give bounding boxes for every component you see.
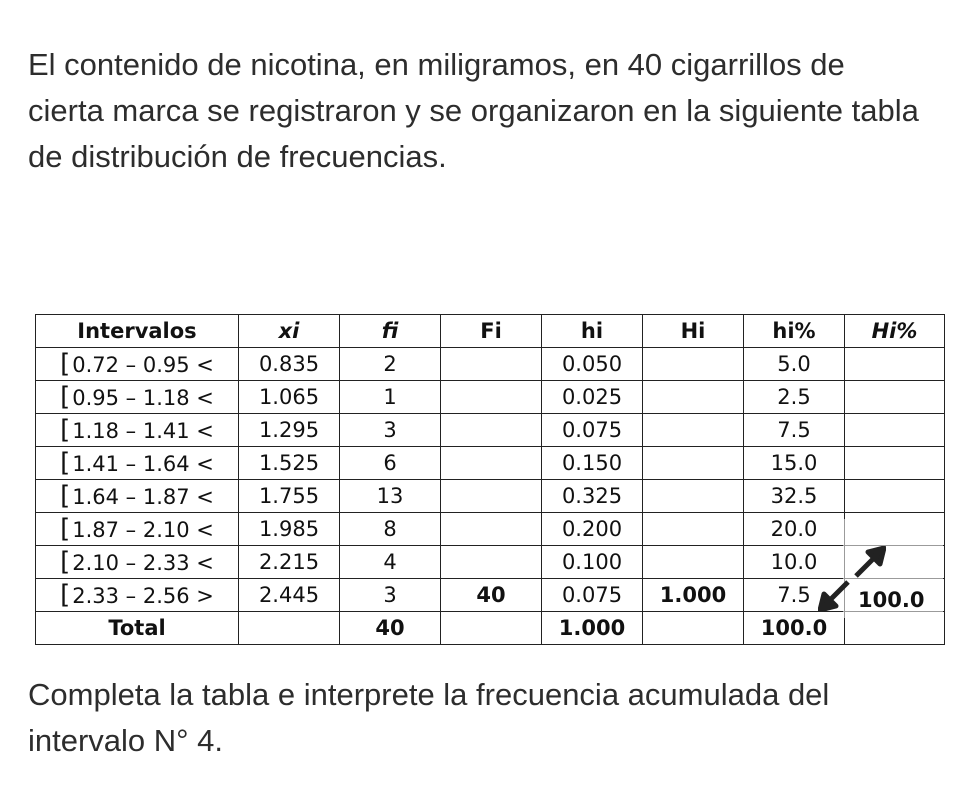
cell-Hi xyxy=(643,348,744,381)
problem-statement: El contenido de nicotina, en miligramos, en 40 cigarrillos de cierta marca se registraron y se organizaron en la siguiente tabla de distribución de frecuencias. xyxy=(28,47,919,174)
cell-fi: 8 xyxy=(340,513,441,546)
interval-range: 2.10 – 2.33 < xyxy=(72,551,214,575)
cell-interval xyxy=(36,513,239,546)
cell-hi-percent: 32.5 xyxy=(744,480,845,513)
cell-Hi xyxy=(643,546,744,579)
cell-xi: 1.985 xyxy=(239,513,340,546)
header-hi: hi xyxy=(542,315,643,348)
cell-Fi xyxy=(441,414,542,447)
header-fi: fi xyxy=(340,315,441,348)
interval-range: 1.18 – 1.41 < xyxy=(72,419,214,443)
table-total-row xyxy=(36,612,945,645)
total-Hi xyxy=(643,612,744,645)
cell-Fi xyxy=(441,480,542,513)
cell-Hi-percent xyxy=(845,447,945,480)
interval-bracket: [ xyxy=(60,349,71,379)
cell-Hi-percent xyxy=(845,414,945,447)
interval-range: 1.64 – 1.87 < xyxy=(72,485,214,509)
cell-Hi-percent xyxy=(845,480,945,513)
cell-interval xyxy=(36,546,239,579)
cell-Hi xyxy=(643,480,744,513)
total-fi: 40 xyxy=(340,612,441,645)
cell-hi-percent: 7.5 xyxy=(744,579,845,612)
frequency-table xyxy=(35,314,945,645)
cell-Fi xyxy=(441,546,542,579)
table-row xyxy=(36,381,945,414)
cell-hi-percent: 5.0 xyxy=(744,348,845,381)
cell-xi: 1.525 xyxy=(239,447,340,480)
cell-Fi xyxy=(441,513,542,546)
cell-Hi xyxy=(643,447,744,480)
cell-hi: 0.100 xyxy=(542,546,643,579)
collapse-arrow-icon[interactable] xyxy=(818,578,852,612)
cell-hi: 0.325 xyxy=(542,480,643,513)
cell-fi: 4 xyxy=(340,546,441,579)
last-Hi-percent-value: 100.0 xyxy=(858,588,925,612)
cell-Hi: 1.000 xyxy=(643,579,744,612)
table-row xyxy=(36,546,945,579)
cell-Hi-percent xyxy=(845,381,945,414)
cell-Hi-percent xyxy=(845,348,945,381)
cell-Fi xyxy=(441,447,542,480)
total-Fi xyxy=(441,612,542,645)
cell-hi-percent: 7.5 xyxy=(744,414,845,447)
interval-range: 1.87 – 2.10 < xyxy=(72,518,214,542)
cell-fi: 2 xyxy=(340,348,441,381)
cell-interval xyxy=(36,447,239,480)
cell-fi: 3 xyxy=(340,414,441,447)
cell-hi: 0.050 xyxy=(542,348,643,381)
cell-Hi xyxy=(643,414,744,447)
cell-xi: 1.755 xyxy=(239,480,340,513)
cell-xi: 2.445 xyxy=(239,579,340,612)
cell-xi: 1.295 xyxy=(239,414,340,447)
header-Fi: Fi xyxy=(441,315,542,348)
cell-interval xyxy=(36,579,239,612)
header-Hi: Hi xyxy=(643,315,744,348)
table-row xyxy=(36,348,945,381)
interval-range: 1.41 – 1.64 < xyxy=(72,452,214,476)
cell-hi-percent: 20.0 xyxy=(744,513,845,546)
cell-hi-percent: 15.0 xyxy=(744,447,845,480)
cell-Fi: 40 xyxy=(441,579,542,612)
total-xi xyxy=(239,612,340,645)
cell-xi: 0.835 xyxy=(239,348,340,381)
cell-hi: 0.200 xyxy=(542,513,643,546)
table-row xyxy=(36,579,945,612)
header-Hi-percent: Hi% xyxy=(845,315,945,348)
total-hi: 1.000 xyxy=(542,612,643,645)
cell-hi: 0.150 xyxy=(542,447,643,480)
cell-Fi xyxy=(441,381,542,414)
cell-hi: 0.025 xyxy=(542,381,643,414)
interval-range: 2.33 – 2.56 > xyxy=(72,584,214,608)
cell-fi: 6 xyxy=(340,447,441,480)
cell-xi: 1.065 xyxy=(239,381,340,414)
total-label: Total xyxy=(36,612,239,645)
table-header-row xyxy=(36,315,945,348)
interval-range: 0.95 – 1.18 < xyxy=(72,386,214,410)
total-hi-percent: 100.0 xyxy=(744,612,845,645)
interval-range: 0.72 – 0.95 < xyxy=(72,353,214,377)
interval-bracket: [ xyxy=(60,415,71,445)
cell-interval xyxy=(36,348,239,381)
question-text: Completa la tabla e interprete la frecuencia acumulada del intervalo N° 4. xyxy=(28,677,830,758)
header-hi-percent: hi% xyxy=(744,315,845,348)
header-xi: xi xyxy=(239,315,340,348)
interval-bracket: [ xyxy=(60,547,71,577)
header-intervalos: Intervalos xyxy=(36,315,239,348)
cell-fi: 3 xyxy=(340,579,441,612)
cell-hi-percent: 10.0 xyxy=(744,546,845,579)
interval-bracket: [ xyxy=(60,514,71,544)
cell-hi: 0.075 xyxy=(542,579,643,612)
cell-hi: 0.075 xyxy=(542,414,643,447)
interval-bracket: [ xyxy=(60,382,71,412)
table-row xyxy=(36,414,945,447)
table-row xyxy=(36,480,945,513)
table-row xyxy=(36,447,945,480)
cell-Fi xyxy=(441,348,542,381)
cell-Hi xyxy=(643,513,744,546)
cell-hi-percent: 2.5 xyxy=(744,381,845,414)
cell-interval xyxy=(36,414,239,447)
cell-Hi xyxy=(643,381,744,414)
interval-bracket: [ xyxy=(60,481,71,511)
cell-interval xyxy=(36,480,239,513)
interval-bracket: [ xyxy=(60,448,71,478)
cell-interval xyxy=(36,381,239,414)
cell-fi: 13 xyxy=(340,480,441,513)
interval-bracket: [ xyxy=(60,580,71,610)
expand-arrow-icon[interactable] xyxy=(852,546,886,580)
table-row xyxy=(36,513,945,546)
cell-xi: 2.215 xyxy=(239,546,340,579)
cell-fi: 1 xyxy=(340,381,441,414)
